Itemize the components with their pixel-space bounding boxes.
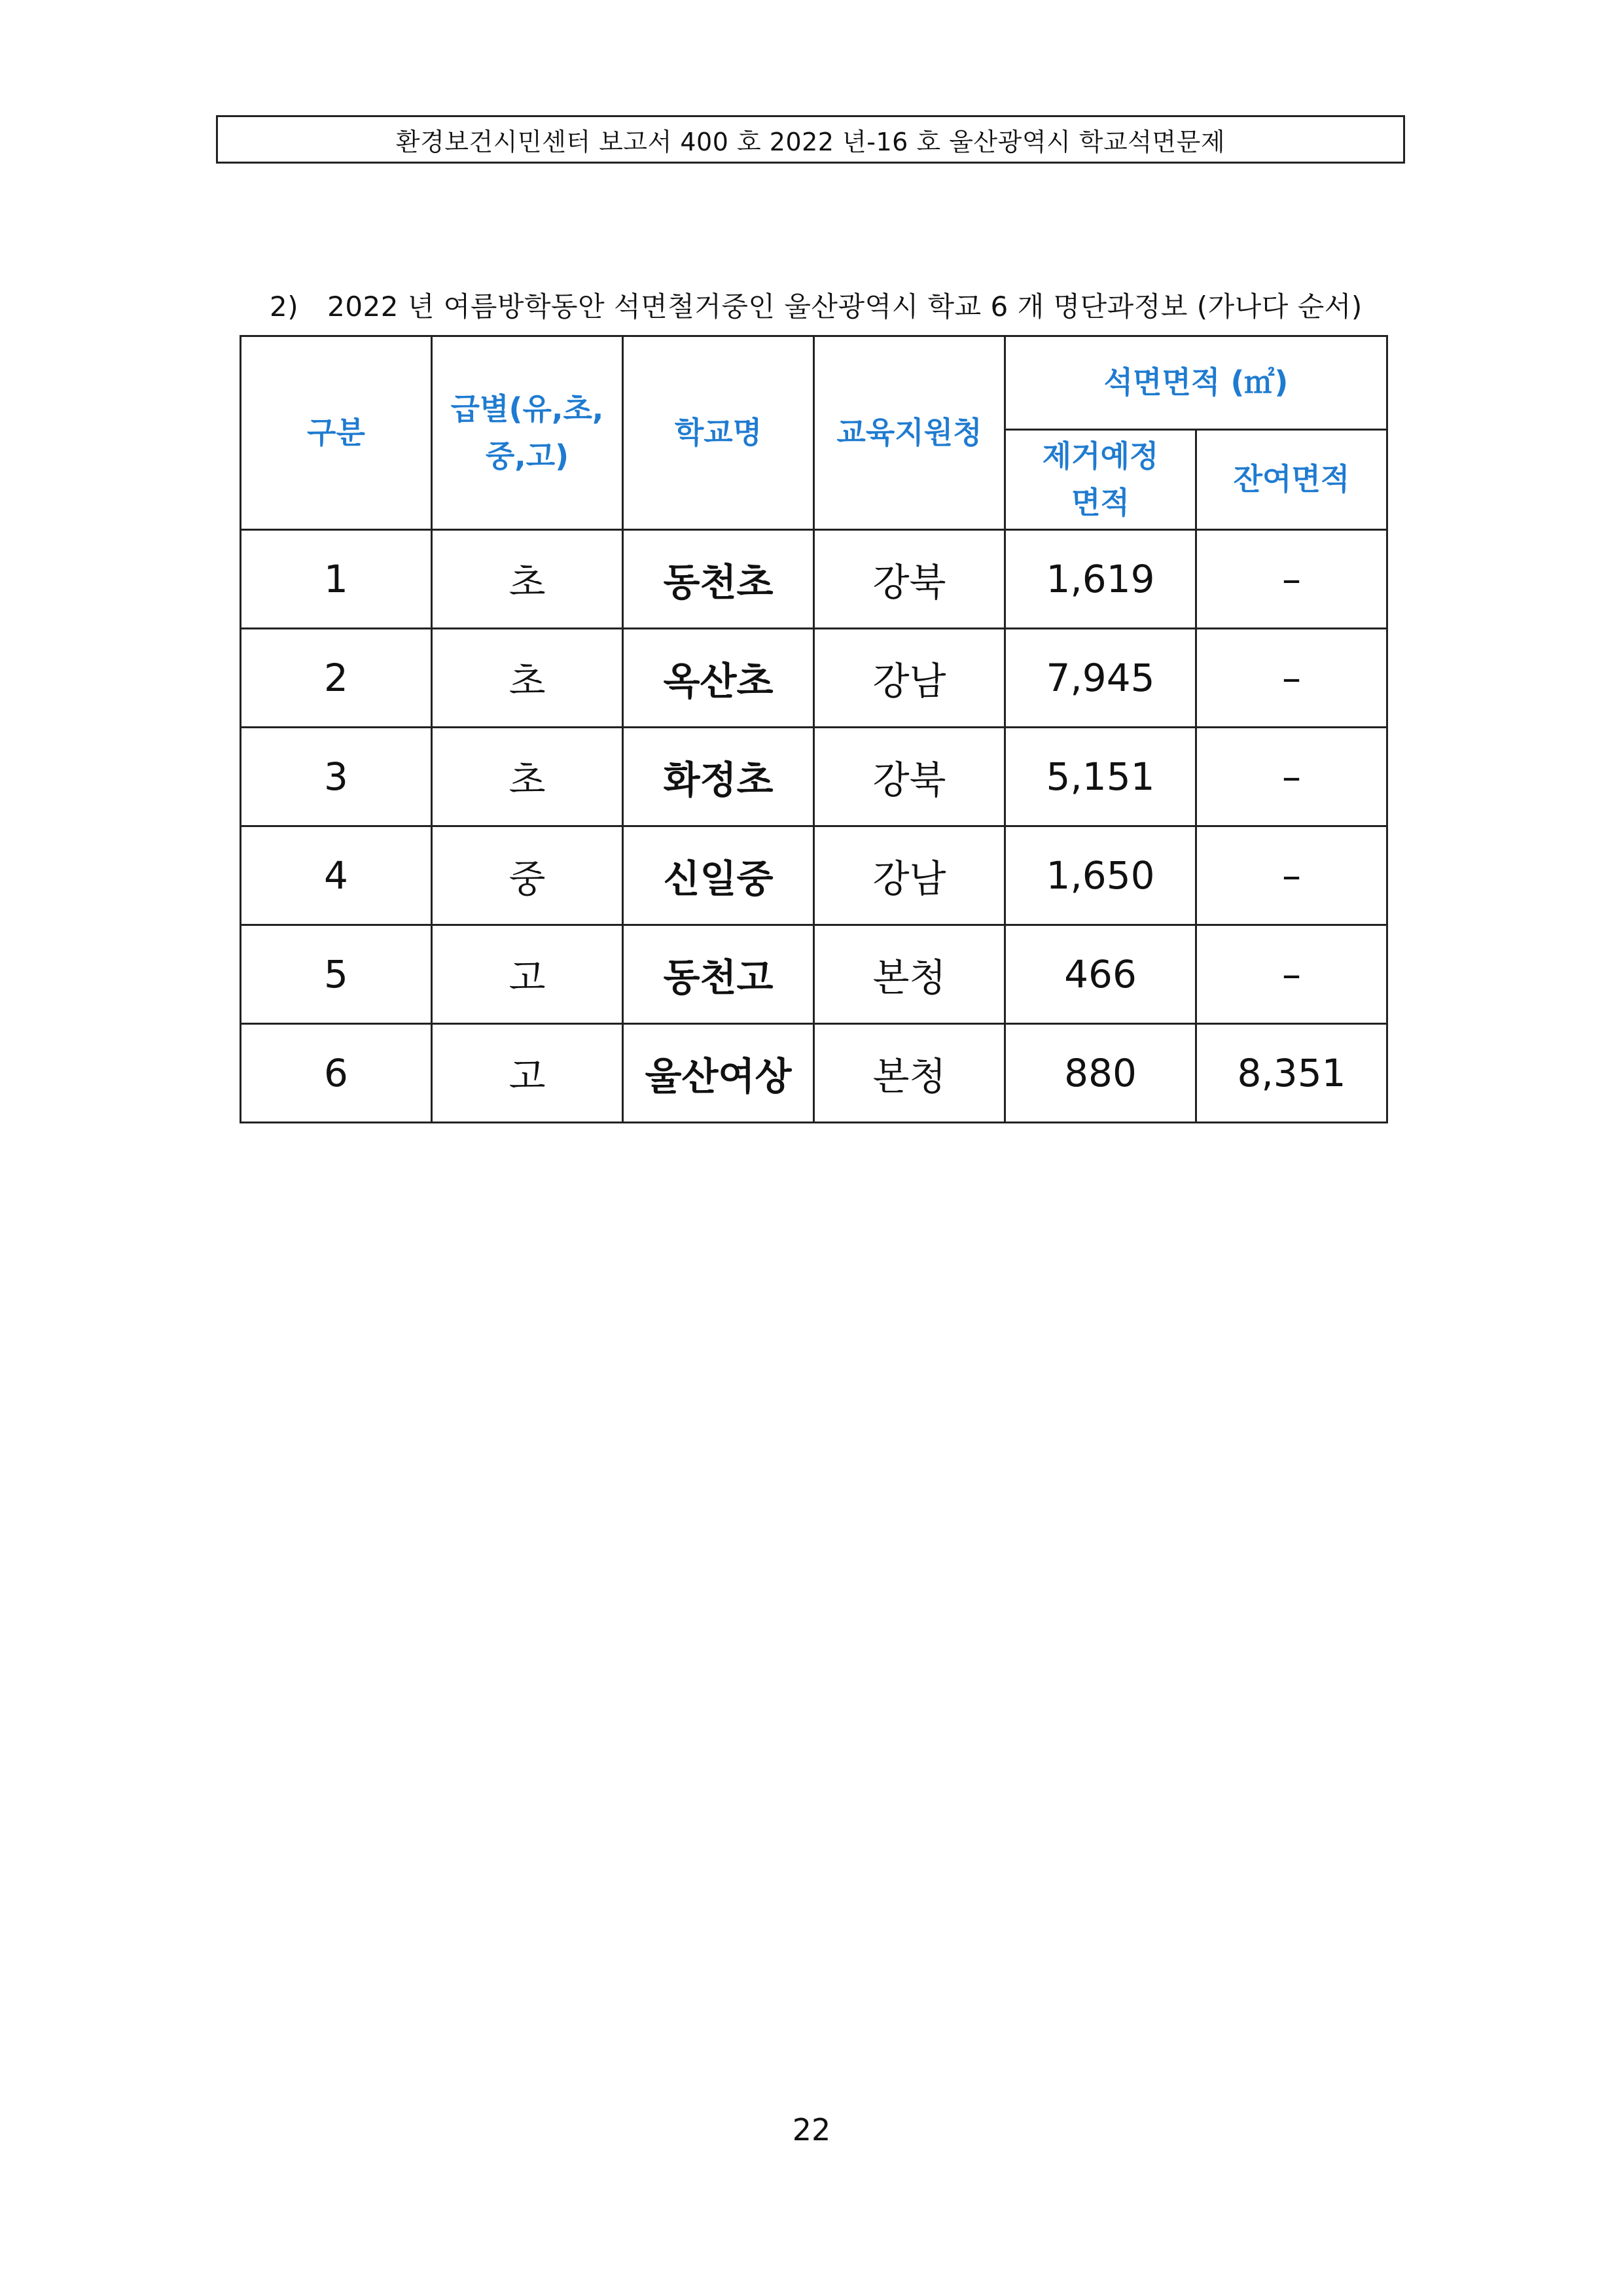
cell-school: 동천고 <box>623 925 814 1024</box>
cell-removal-area: 5,151 <box>1005 728 1196 826</box>
header-removal-line1: 제거예정 <box>1042 438 1159 474</box>
header-removal-area <box>1005 430 1196 530</box>
cell-removal-area: 1,619 <box>1005 530 1196 629</box>
header-index: 구분 <box>241 336 432 530</box>
cell-remaining-area: – <box>1196 728 1387 826</box>
cell-school: 옥산초 <box>623 629 814 728</box>
cell-office: 본청 <box>814 1024 1005 1123</box>
cell-level: 고 <box>432 925 623 1024</box>
cell-index: 4 <box>241 826 432 925</box>
cell-removal-area: 7,945 <box>1005 629 1196 728</box>
cell-level: 초 <box>432 530 623 629</box>
header-removal-line2: 면적 <box>1071 485 1130 520</box>
header-level <box>432 336 623 530</box>
caption-text: 2022 년 여름방학동안 석면철거중인 울산광역시 학교 6 개 명단과정보 (가나다 순서) <box>327 291 1363 323</box>
running-header-title: 환경보건시민센터 보고서 400 호 2022 년-16 호 울산광역시 학교석면문제 <box>395 127 1226 156</box>
table-caption <box>270 285 1363 325</box>
cell-office: 강북 <box>814 728 1005 826</box>
cell-office: 본청 <box>814 925 1005 1024</box>
cell-level: 고 <box>432 1024 623 1123</box>
table-row <box>241 728 1387 826</box>
cell-school: 화정초 <box>623 728 814 826</box>
cell-remaining-area: 8,351 <box>1196 1024 1387 1123</box>
cell-index: 2 <box>241 629 432 728</box>
cell-office: 강남 <box>814 826 1005 925</box>
table-row <box>241 629 1387 728</box>
cell-index: 1 <box>241 530 432 629</box>
cell-level: 초 <box>432 728 623 826</box>
header-area-group: 석면면적 (㎡) <box>1005 336 1387 430</box>
cell-school: 신일중 <box>623 826 814 925</box>
cell-office: 강남 <box>814 629 1005 728</box>
header-level-line2: 중,고) <box>485 438 569 474</box>
cell-removal-area: 466 <box>1005 925 1196 1024</box>
table-row <box>241 826 1387 925</box>
school-asbestos-table <box>240 335 1388 1123</box>
cell-remaining-area: – <box>1196 826 1387 925</box>
running-header <box>216 115 1405 164</box>
table-row <box>241 925 1387 1024</box>
cell-school: 동천초 <box>623 530 814 629</box>
header-remaining-area: 잔여면적 <box>1196 430 1387 530</box>
table-row <box>241 530 1387 629</box>
header-school: 학교명 <box>623 336 814 530</box>
caption-number: 2) <box>270 291 299 323</box>
cell-level: 초 <box>432 629 623 728</box>
cell-office: 강북 <box>814 530 1005 629</box>
cell-school: 울산여상 <box>623 1024 814 1123</box>
cell-index: 6 <box>241 1024 432 1123</box>
table-row <box>241 1024 1387 1123</box>
cell-remaining-area: – <box>1196 530 1387 629</box>
cell-remaining-area: – <box>1196 629 1387 728</box>
cell-level: 중 <box>432 826 623 925</box>
cell-index: 5 <box>241 925 432 1024</box>
cell-remaining-area: – <box>1196 925 1387 1024</box>
header-office: 교육지원청 <box>814 336 1005 530</box>
cell-index: 3 <box>241 728 432 826</box>
cell-removal-area: 1,650 <box>1005 826 1196 925</box>
header-level-line1: 급별(유,초, <box>450 391 604 427</box>
page-number: 22 <box>792 2112 831 2147</box>
cell-removal-area: 880 <box>1005 1024 1196 1123</box>
